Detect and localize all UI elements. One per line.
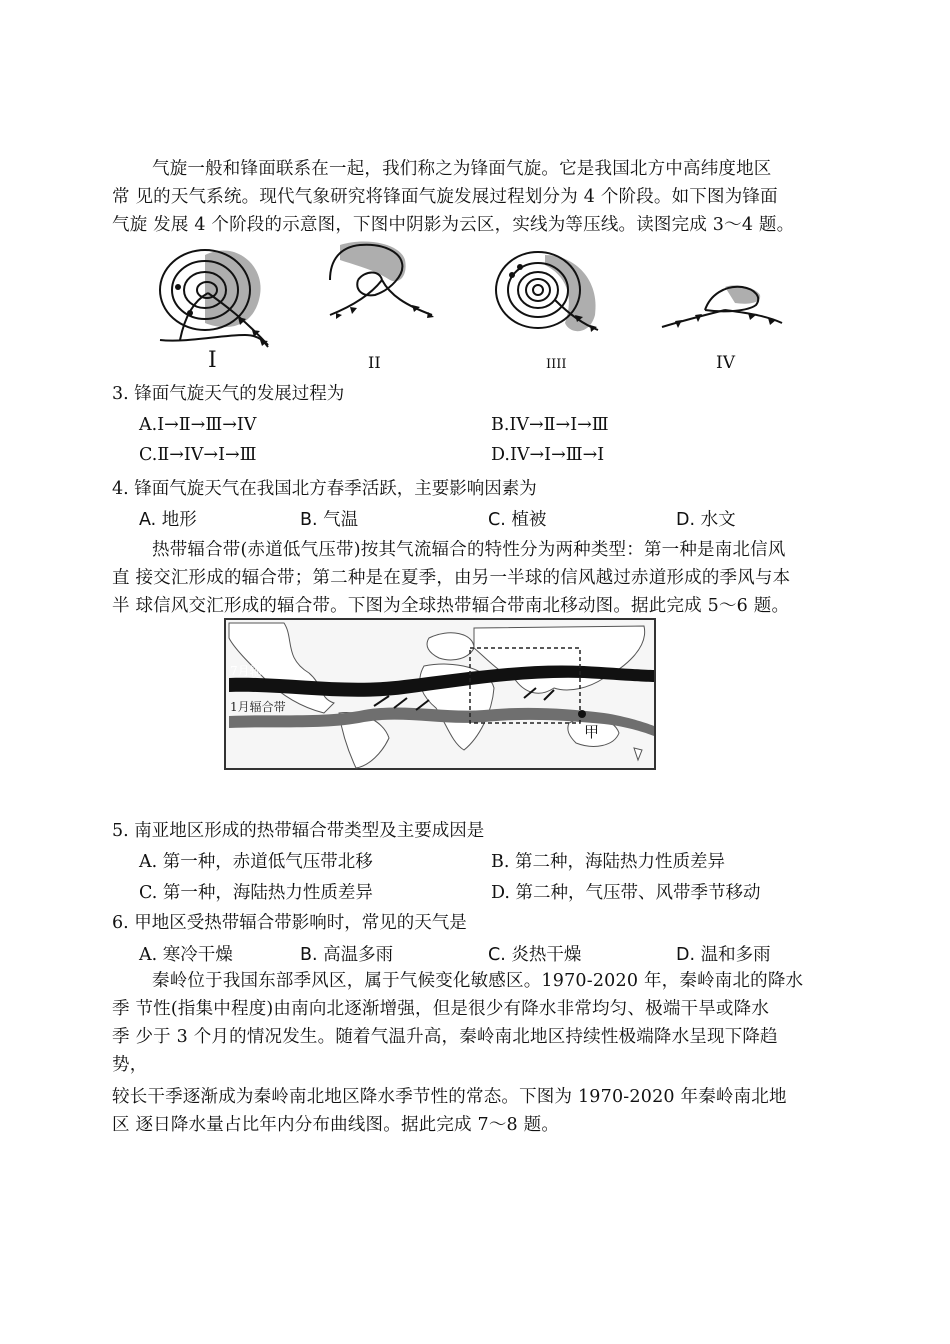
passage3-line5: 较长干季逐渐成为秦岭南北地区降水季节性的常态。下图为 1970-2020 年秦岭南北地 [112,1087,787,1107]
q5-option-d: D. 第二种，气压带、风带季节移动 [491,883,761,903]
q6-option-b: B. 高温多雨 [300,945,394,965]
passage2-line3: 半 球信风交汇形成的辐合带。下图为全球热带辐合带南北移动图。据此完成 5～6 题。 [112,596,790,616]
passage3-line3: 季 少于 3 个月的情况发生。随着气温升高，秦岭南北地区持续性极端降水呈现下降趋 [112,1027,778,1047]
q5-option-a: A. 第一种，赤道低气压带北移 [139,852,373,872]
q4-option-a: A. 地形 [139,510,197,530]
q6-option-d: D. 温和多雨 [676,945,771,965]
q5-option-c: C. 第一种，海陆热力性质差异 [139,883,373,903]
passage3-line6: 区 逐日降水量占比年内分布曲线图。据此完成 7～8 题。 [112,1115,560,1135]
q4-option-d: D. 水文 [676,510,736,530]
passage3-line4: 势， [112,1055,148,1075]
stage-4-label: IV [716,353,735,373]
q4-option-c: C. 植被 [488,510,547,530]
place-jia-label: 甲 [584,723,600,741]
q4-option-b: B. 气温 [300,510,359,530]
q5-option-b: B. 第二种，海陆热力性质差异 [491,852,725,872]
q6-stem: 6. 甲地区受热带辐合带影响时，常见的天气是 [112,913,467,933]
passage3-line2: 季 节性(指集中程度)由南向北逐渐增强，但是很少有降水非常均匀、极端干旱或降水 [112,999,770,1019]
stage-3-diagram [496,252,598,332]
q3-option-d: D.IV→I→Ⅲ→I [491,445,605,465]
stage-2-diagram [330,241,434,319]
stage-2-label: II [368,353,381,372]
q4-stem: 4. 锋面气旋天气在我国北方春季活跃，主要影响因素为 [112,479,537,499]
passage1-line3: 气旋 发展 4 个阶段的示意图，下图中阴影为云区，实线为等压线。读图完成 3～4 题。 [112,215,795,235]
q3-option-a: A.I→Ⅱ→Ⅲ→IV [139,415,257,435]
q6-option-a: A. 寒冷干燥 [139,945,233,965]
itcz-world-map [224,618,656,770]
passage2-line2: 直 接交汇形成的辐合带；第二种是在夏季，由另一半球的信风越过赤道形成的季风与本 [112,568,791,588]
stage-1-diagram [160,250,268,347]
q3-stem: 3. 锋面气旋天气的发展过程为 [112,384,345,404]
q5-stem: 5. 南亚地区形成的热带辐合带类型及主要成因是 [112,821,485,841]
july-itcz-label: 7月辐合带 [230,664,286,678]
january-itcz-label: 1月辐合带 [230,700,286,714]
q3-option-c: C.Ⅱ→IV→I→Ⅲ [139,445,257,465]
q6-option-c: C. 炎热干燥 [488,945,582,965]
passage1-line1: 气旋一般和锋面联系在一起，我们称之为锋面气旋。它是我国北方中高纬度地区 [152,159,772,179]
stage-1-label: I [208,348,217,373]
passage2-line1: 热带辐合带(赤道低气压带)按其气流辐合的特性分为两种类型：第一种是南北信风 [152,540,786,560]
stage-4-diagram [662,285,782,328]
passage3-line1: 秦岭位于我国东部季风区，属于气候变化敏感区。1970-2020 年，秦岭南北的降水 [152,971,804,991]
q3-option-b: B.IV→Ⅱ→I→Ⅲ [491,415,609,435]
stage-3-label: IIII [546,357,567,372]
cyclone-stages-figure [150,235,800,373]
passage1-line2: 常 见的天气系统。现代气象研究将锋面气旋发展过程划分为 4 个阶段。如下图为锋面 [112,187,778,207]
